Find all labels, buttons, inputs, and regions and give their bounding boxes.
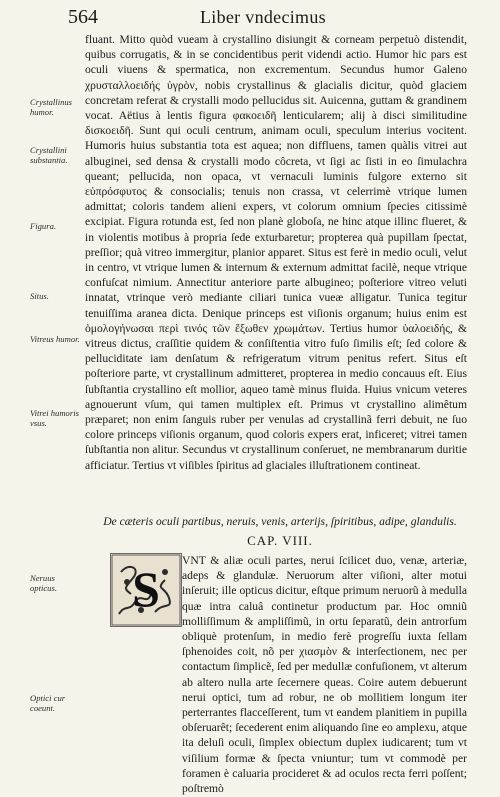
margin-note: Optici cur coeunt. [30, 693, 66, 713]
running-head: Liber vndecimus [200, 7, 326, 27]
chapter-label: CAP. VIII. [247, 533, 313, 548]
main-text [85, 32, 467, 473]
margin-note: Crystallinus humor. [30, 97, 73, 117]
svg-text:S: S [132, 561, 160, 617]
page-header [68, 6, 488, 30]
decorated-initial-s-icon [110, 553, 182, 627]
margin-note: Vitreus humor. [30, 334, 80, 344]
page-number: 564 [68, 6, 98, 28]
chapter-paragraph: VNT & aliæ oculi partes, nerui ſcilicet duo, venæ, arteriæ, adeps & glandulæ. Neruorum alter viſioni, alter motui inſeruit; ille opticus dicitur, eſtque primum neruorũ à medulla quæ intra caluâ continetur productum par. Hoc omniũ molliſſimum & ampliſſimũ, in ortu ſeparatũ, dein antrorſum obliquè protenſum, in medio ferè progreſſu iuxta ſellam ſphenoides coit, nõ per χιασμὸν & interſectionem, nec per contactum ſimplicẽ, ſed per medullæ confuſionem, vt alterum ab altero nulla arte ſecernere queas. Coire autem debuerunt nerui optici, tum ad robur, ne ob mollitiem longum iter perterrantes flacceſſerent, tum vt eandem planitiem in pupilla obſeruarêt; ſecederent enim aliquando ſine eo amplexu, atque ita deluſi oculi, ſimplex obiectum duplex iudicarent; tum vt viſilium formæ & ſpecta vniuntur; tum vt commodè per foramen è caluaria procideret & ad oculos recta ferri poſſent; poſtremò [182, 554, 467, 796]
main-paragraph: fluant. Mitto quòd vueam à crystallino disiungit & corneam perpetuò distendit, quibus corrugatis, & in se concidentibus perit videndi actio. Humor hic pars est oculi viuens & spermatica, non excrementum. Secundus humor Galeno χρυσταλλοειδής ὑγρὸν, nobis crystallinus & glacialis dicitur, quòd glaciem concretam referat & crystalli modo pellucidus sit. Auicenna, guttam & grandinem vocat. Aëtius à lentis figura φακοειδῆ lenticularem; alij à disci similitudine δισκοειδῆ. Sunt qui oculi centrum, animam oculi, speculum interius vocitent. Humoris huius substantia tota est aquea; non diffluens, tamen quàlis vitrei aut albuginei, sed densa & crystalli modo côcreta, vt ſigi ac ſisti in eo ſimulachra queant; pellucida, non opaca, vt vernaculi luminis fulgore externo sit εὐπρόσφυτος & consocialis; tenuis non crassa, vt celerrimè vtrique lumen admittat; coloris tandem alieni expers, vt colorum omnium ſpecies citissimè excipiat. Figura rotunda est, ſed non planè globoſa, ne hinc atque illinc flueret, & in violentis motibus à propria ſede exturbaretur; propterea quà pupillam ſpectat, preſſior; quà vitreo immergitur, planior apparet. Situs est ferè in medio oculi, velut in centro, vt vtrique lumen & internum & externum admittat facilè, neque vtrique confuſcat nimium. Annectitur anteriore parte albugineo; poſteriore vitreo veluti innatat, vtrinque verò mediante ciliari tunica vueæ alligatur. Tunica tegitur tenuiſſima aranea dicta. Denique princeps est viſionis organum; huius enim est ὁμολογήνωσαι περὶ τινός τῶν ἔξωθεν χρωμάτων. Tertius humor ὑαλοειδής, & vitreus dictus, craſſitie quidem & conſiſtentia vitro fuſo ſimilis eſt; ſed colore & pelluciditate iam denſatum & refrigeratum vitrum penitus refert. Situs eſt poſteriore parte, vt crystallinum admitteret, propterea in medio concauus eſt. Eius ſubſtantia crystallino eſt mollior, aqueo tamè minus fluida. Huius vnicum veteres agnouerunt vſum, qui tamen multiplex eſt. Primus vt crystallino alimêtum præparet; non enim ſanguis ruber per venulas ad crystallinã ferri debuit, ne ſuo colore princeps viſionis organum, quod coloris expers erat, inficeret; vitrei tamen ſubſtantia non alitur. Secundus vt crystallinum conſeruet, ne membranarum duritie afficiatur. Tertius vt viſibles ſpiritus ad glaciales illuſtrationem contineat. [85, 33, 467, 472]
margin-note: Crystallini substantia. [30, 145, 68, 165]
margin-note: Situs. [30, 291, 49, 301]
chapter-title: De cæteris oculi partibus, neruis, venis, arterijs, ſpiritibus, adipe, glandulis. [103, 515, 457, 528]
margin-note: Figura. [30, 221, 57, 231]
margin-note: Neruus opticus. [30, 573, 57, 593]
margin-note: Vitrei humoris vsus. [30, 408, 79, 428]
